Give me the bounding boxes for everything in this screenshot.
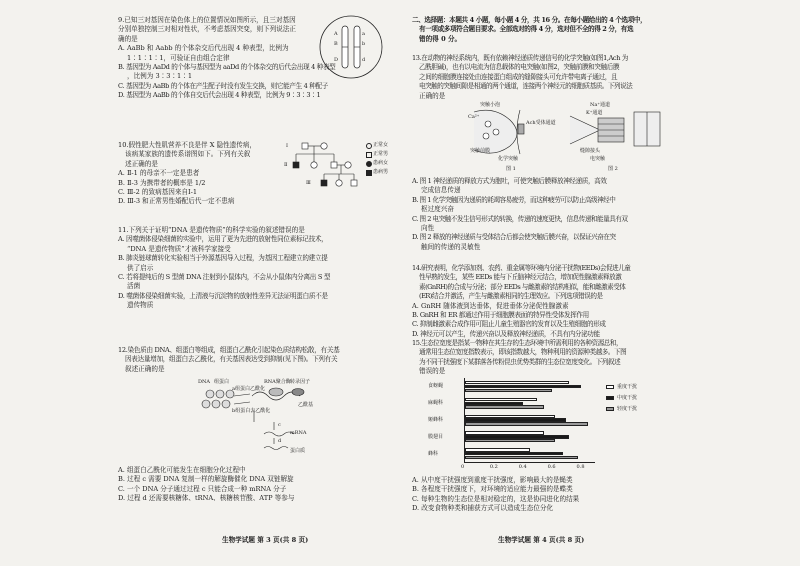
chromosome-svg [318,14,384,80]
q14-option-b: B. GnRH 和 ER 都通过作用于细胞膜表面的特异性受体发挥作用 [412,311,589,320]
page-4 [412,0,684,566]
chart-legend-item [606,384,660,395]
page-3 [118,0,393,566]
q9-option-d: D. 基因型为 AaBb 的个体自交后代会出现 4 种表型，比例为 9∶3∶3∶1 [118,91,321,100]
fig13-label-k: K⁺通道 [586,110,603,116]
q11-option-c2: 活菌 [127,282,141,291]
q9-option-b1: B. 基因型为 AaDd 的个体与基因型为 aaDd 的个体杂交的后代会出现 4 种表型 [118,63,336,72]
q15-option-b: B. 各程度干扰强度下，对环境的适应能力最强的是蝶类 [412,485,573,494]
pedigree-legend [366,142,392,178]
fig13-label-chem: 化学突触 [498,156,519,162]
q10-option-b: B. Ⅱ-3 为携带者的概率是 1/2 [118,178,206,187]
generation-3: Ⅲ [306,180,311,186]
chart-bar [465,456,578,459]
fig12-label-c: c [278,422,281,428]
q12-stem-2: 因表达量增加，组蛋白去乙酰化，有关基因表达受到抑制(见下图)。下列有关 [125,355,338,364]
footer-page-4: 生物学试题 第 4 页(共 8 页) [498,536,585,544]
pedigree-svg [284,140,364,206]
legend-normal-female: 正常女 [373,142,389,148]
fig13-label-na: Na⁺通道 [590,102,610,108]
question-14 [412,264,684,339]
legend-normal-male-icon [366,152,372,158]
q14-stem-3: 素(GnRH)的合成与分泌；部分 EEDs 与雌激素的结构相似，能和雌激素受体 [419,282,626,291]
section2-line-3: 错的得 0 分。 [419,34,462,43]
fig13-caption-1: 图 1 [506,166,516,172]
q13-option-d2: 触间的传递的灵敏性 [421,242,481,251]
q9-stem-3: 确的是 [118,34,138,43]
chart-bar [465,389,552,392]
q11-option-c1: C. 若将提纯后的 S 型菌 DNA 注射到小鼠体内，不会从小鼠体内分离出 S 型 [118,273,331,282]
q11-option-a2: “DNA 是遗传物质”才被科学家接受 [127,244,231,253]
question-12-stem [118,346,393,374]
chart-legend-label: 中度干扰 [617,395,638,401]
fig13-label-presyn: 突触前膜 [470,148,491,154]
fig13-label-vesicle: 突触小泡 [480,102,501,108]
q12-option-b: B. 过程 c 需要 DNA 复制一样的解旋酶催化 DNA 双链解旋 [118,475,294,484]
legend-normal-male: 正常男 [373,151,389,157]
q13-option-b2: 枢过度兴奋 [421,205,454,214]
generation-2: Ⅱ [284,162,288,168]
q13-stem-2: 乙酰胆碱)，也有以电流为信息载体的电突触(如图2，突触前膜和突触后膜 [419,63,620,72]
question-9 [118,16,336,101]
q13-option-a2: 完成信息传递 [421,186,461,195]
section2-line-1: 二、选择题：本题共 4 小题，每小题 4 分，共 16 分。在每小题给出的 4 个选项中， [412,16,647,24]
fig12-label-protein: 蛋白质 [290,448,306,454]
chromosome-diagram [318,14,384,80]
q13-stem-3: 之间的细胞膜连接处由连接蛋白组成的缝隙接头可允许带电离子通过，且 [419,72,618,81]
chart-legend-label: 轻度干扰 [617,406,638,412]
chart-plot-area [464,378,595,463]
chart-bar [465,405,544,408]
question-13-stem [412,54,684,101]
chart-bar [465,422,588,425]
fig13-label-elec: 电突触 [590,156,606,162]
gene-d: d [362,57,366,63]
question-10 [118,141,288,207]
section-2-heading [412,16,684,44]
chart-legend-swatch [606,385,614,389]
q14-option-c: C. 抑制雌激素合成作用可阻止儿童生殖器官的发育以及生殖细胞的形成 [412,320,606,329]
legend-normal-female-icon [366,143,372,149]
q13-option-c1: C. 图 2 电突触不发生信号形式的转换，传递的速度更快，信息传递和能量具有双 [412,214,628,223]
q10-option-a: A. Ⅱ-1 的母亲不一定是患者 [118,169,200,178]
q15-stem-2: 通常用生态位宽度指数表示，即该指数越大，物种利用的资源种类越多。下图 [419,348,627,357]
fig12-label-a: a组蛋白乙酰化 [232,386,265,392]
chart-category-label: 膜翅目 [428,433,444,440]
question-11 [118,226,393,311]
q13-option-c2: 向性 [421,224,435,233]
synapse-svg [466,102,666,166]
q9-option-a2: 1∶1∶1∶1，可验证自由组合定律 [127,53,230,62]
q14-option-a: A. GnRH 随体液到达垂体，促进垂体分泌促性腺激素 [412,301,569,310]
q15-stem-1: 15.生态位宽度是指某一物种在其生存的生态环境中所需利用的各种资源总和， [412,339,623,347]
fig12-label-mrna: mRNA [290,430,307,436]
chart-x-tick-label: 0.6 [547,464,556,470]
pedigree-chart [284,140,390,206]
q9-stem-1: 9.已知三对基因在染色体上的位置情况如图所示，且三对基因 [118,16,296,24]
footer-page-3: 生物学试题 第 3 页(共 8 页) [222,536,309,544]
q15-option-c: C. 每种生物的生态位是相对稳定的，这是协同进化的结果 [412,494,580,503]
q11-option-b2: 供了启示 [127,263,154,272]
chart-x-tick-label: 0.4 [518,464,527,470]
q11-option-d1: D. 噬菌体侵染细菌实验，上清液与沉淀物的放射性差异无法证明蛋白质不是 [118,291,328,300]
chart-x-tick-label: 0.2 [489,464,498,470]
fig13-caption-2: 图 2 [608,166,618,172]
fig12-label-dna: DNA [198,379,210,385]
niche-width-chart [428,378,658,474]
q12-option-c: C. 一个 DNA 分子通过过程 c 只能合成一种 mRNA 分子 [118,484,287,493]
chart-legend [606,384,660,417]
chart-bar [465,439,555,442]
q13-stem-1: 13.在动物的神经系统内，既有依赖神经递质传递信号的化学突触(如图1,Ach 为 [412,54,628,62]
gene-A: A [334,31,338,37]
gene-a: a [362,31,365,37]
chart-legend-label: 重度干扰 [617,384,638,390]
chart-legend-item [606,406,660,417]
q14-stem-1: 14.研究表明，化学添加剂、农药、重金属等环境内分泌干扰物(EEDs)会促进儿童 [412,264,631,272]
q11-stem: 11.下列关于证明“DNA 是遗传物质”的科学实验的叙述错误的是 [118,226,305,234]
legend-affected-male-icon [366,170,372,176]
fig12-label-tf: 转录因子 [290,379,311,385]
q11-option-b1: B. 肺炎链球菌转化实验相当于外源基因导入过程，为基因工程建立的建立提 [118,254,328,263]
q13-option-b1: B. 图 1 化学突触因为递质的耗竭容易疲劳，而这种疲劳可以防止高级神经中 [412,195,616,204]
q10-option-c: C. Ⅲ-2 的致病基因来自Ⅰ-1 [118,188,198,197]
q9-option-a1: A. AaBb 和 Aabb 的个体杂交后代出现 4 种表型，比例为 [118,44,289,53]
fig12-label-b: b组蛋白去乙酰化 [232,408,271,414]
fig13-label-gap: 缝隙接头 [580,148,601,154]
question-12-options [118,466,393,504]
q13-option-d1: D. 图 2 释放的神经递质与受体结合后都会使突触后膜兴奋，以保证兴奋在突 [412,233,616,242]
chart-category-label: 姬蜂科 [428,417,444,423]
chart-legend-swatch [606,407,614,411]
q13-option-a1: A. 图 1 神经递质的释放方式为胞吐，可使突触后膜释放神经递质，高效 [412,177,607,185]
q14-stem-2: 性早熟的发生，某些 EEDs 能与下丘脑神经元结合，增加促性腺激素释放激 [419,273,622,282]
chart-x-tick-label: 0 [461,464,465,470]
q10-option-d: D. Ⅲ-3 和正常男性婚配后代一定不患病 [118,197,235,206]
q14-stem-4: (ER)结合并激活，产生与雌激素相同的生理效应。下列选项错误的是 [419,292,603,301]
q12-stem-3: 叙述正确的是 [125,364,165,373]
fig12-label-d: d [278,438,282,444]
fig12-label-rna-pol: RNA聚合酶 [264,379,291,385]
q15-option-a: A. 从中度干扰强度到重度干扰强度，影响最大的是蝇类 [412,476,573,484]
q14-option-d: D. 神经元可以产生，传递兴奋以及释放神经递质，不具有内分泌功能 [412,329,600,338]
q12-option-d: D. 过程 d 还需要核糖体、tRNA、核糖核苷酸、ATP 等参与 [118,494,295,503]
q9-option-b2: ，比例为 3∶3∶1∶1 [127,72,193,81]
gene-b: b [362,41,366,47]
q12-option-a: A. 组蛋白乙酰化可能发生在细胞分化过程中 [118,466,246,474]
generation-1: Ⅰ [286,143,288,149]
legend-affected-male: 患病男 [373,169,389,175]
q10-stem-3: 述正确的是 [125,159,158,168]
q15-stem-3: 为不同干扰强度下某群落各传粉昆虫优势类群的生态位宽度变化。下列叙述 [419,357,621,366]
q11-option-d2: 遗传物质 [127,301,154,310]
gene-B: B [334,41,338,47]
synapse-figures [466,102,666,174]
q9-option-c: C. 基因型为 AaBb 的个体在产生配子时没有发生交换，则它能产生 4 种配子 [118,81,328,90]
chart-x-tick-label: 0.8 [576,464,585,470]
fig12-label-histone: 组蛋白 [214,379,230,385]
legend-affected-female-icon [366,161,372,167]
question-13-options [412,177,684,252]
q15-stem-4: 错误的是 [419,367,446,376]
q13-stem-5: 正确的是 [419,91,446,100]
chromatin-figure [194,376,334,462]
chart-legend-item [606,395,660,406]
q13-stem-4: 电突触的突触间隙是相通的两个通道，连接两个神经元的细胞质基质。下列说法 [419,82,633,91]
question-15-options [412,476,684,514]
chart-category-label: 麻蝇科 [428,400,444,407]
q15-option-d: D. 改变食物种类和捕获方式可以造成生态位分化 [412,504,554,513]
fig13-label-ca: Ca²⁺ [468,114,480,120]
q9-stem-2: 分别单独控制三对相对性状，不考虑基因突变，则下列说法正 [118,25,297,34]
q12-stem-1: 12.染色质由 DNA、组蛋白等组成，组蛋白乙酰化引起染色质结构松散，有关基 [118,346,340,354]
section2-line-2: 有一项或多项符合题目要求。全部选对的得 4 分，选对但不全的得 2 分，有选 [419,25,634,34]
q10-stem-1: 10.假性肥大性肌营养不良是伴 X 隐性遗传病， [118,141,257,149]
chart-legend-swatch [606,396,614,400]
question-15-stem [412,339,684,377]
fig13-label-ach-receptor: Ach受体通道 [526,120,556,126]
q10-stem-2: 该病某家族的遗传系谱图如下。下列有关叙 [125,150,251,159]
chart-category-label: 蜂科 [428,450,439,457]
q11-option-a1: A. 因噬菌体侵染细菌的实验中，运用了更为先进的放射性同位素标记技术， [118,235,328,244]
gene-D: D [334,57,339,63]
legend-affected-female: 患病女 [373,160,389,166]
chart-category-label: 食蚜蝇 [428,383,444,390]
fig12-label-acetyl: 乙酰基 [298,402,314,408]
